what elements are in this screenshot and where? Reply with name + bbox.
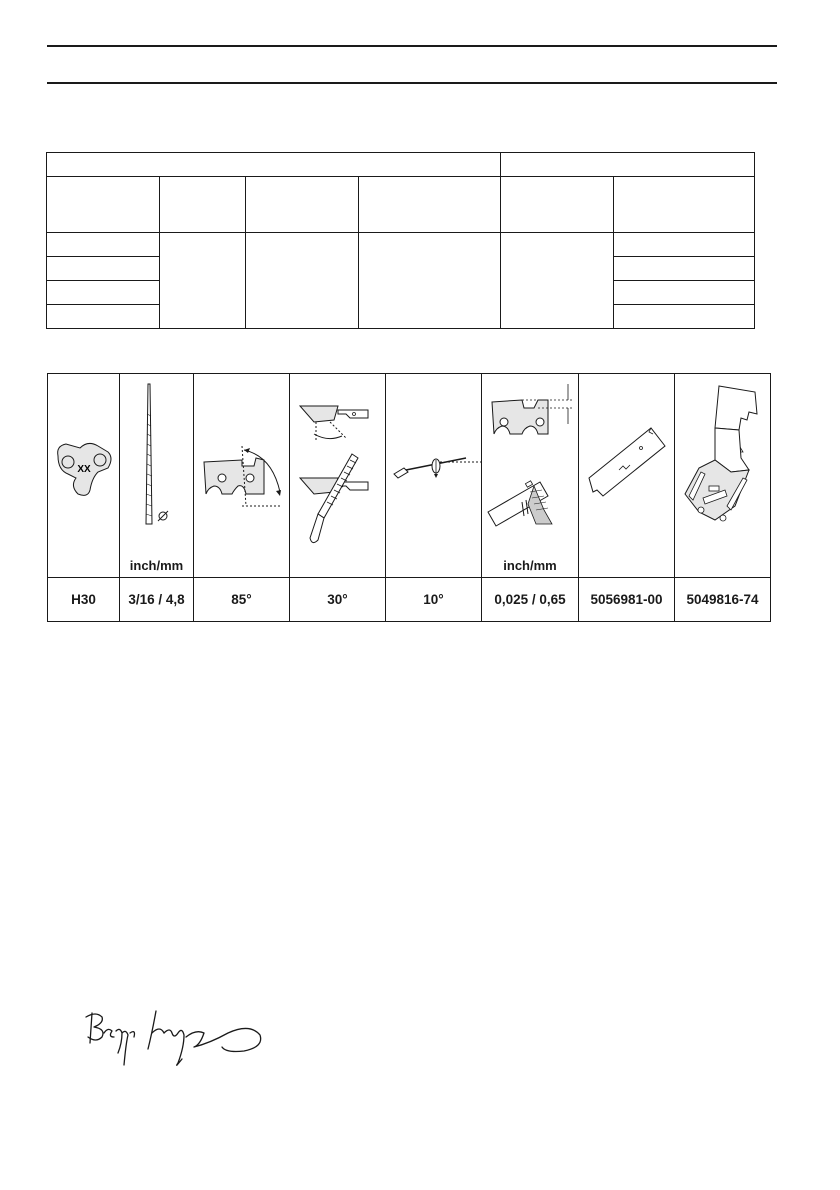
chain-marking-label: XX bbox=[77, 464, 91, 475]
grid-column-header bbox=[359, 177, 501, 233]
grid-cell bbox=[614, 233, 755, 257]
header-rule-top bbox=[47, 45, 777, 47]
grid-column-header bbox=[614, 177, 755, 233]
grid-merged-cell bbox=[160, 233, 246, 329]
depth-gauge-tool-icon bbox=[579, 374, 675, 577]
chain-marking-cell bbox=[48, 374, 120, 578]
grid-cell bbox=[614, 305, 755, 329]
handwritten-signature bbox=[78, 1003, 268, 1073]
file-gauge-part-number: 5049816-74 bbox=[675, 578, 771, 622]
top-plate-angle-icon bbox=[194, 374, 290, 577]
grid-cell bbox=[47, 281, 160, 305]
grid-merged-cell bbox=[359, 233, 501, 329]
depth-gauge-cell bbox=[482, 374, 579, 578]
round-file-icon bbox=[120, 374, 194, 554]
depth-gauge-icon bbox=[482, 374, 579, 554]
top-plate-angle-cell bbox=[194, 374, 290, 578]
grid-group-header-left bbox=[47, 153, 501, 177]
file-holder-angle-icon bbox=[386, 374, 482, 577]
header-rule-bottom bbox=[47, 82, 777, 84]
grid-column-header bbox=[47, 177, 160, 233]
filing-angle-icon bbox=[290, 374, 386, 577]
depth-gauge-value: 0,025 / 0,65 bbox=[482, 578, 579, 622]
grid-cell bbox=[614, 281, 755, 305]
depth-gauge-tool-cell bbox=[579, 374, 675, 578]
grid-merged-cell bbox=[246, 233, 359, 329]
grid-column-header bbox=[501, 177, 614, 233]
depth-gauge-unit: inch/mm bbox=[503, 558, 557, 573]
file-diameter-unit: inch/mm bbox=[129, 558, 184, 573]
depth-gauge-tool-part-number: 5056981-00 bbox=[579, 578, 675, 622]
grid-column-header bbox=[246, 177, 359, 233]
file-holder-angle-cell bbox=[386, 374, 482, 578]
grid-merged-cell bbox=[501, 233, 614, 329]
grid-column-header bbox=[160, 177, 246, 233]
grid-group-header-right bbox=[501, 153, 755, 177]
round-file-cell bbox=[120, 374, 194, 578]
filing-angle-cell bbox=[290, 374, 386, 578]
grid-cell bbox=[47, 305, 160, 329]
file-gauge-icon bbox=[675, 374, 771, 577]
top-plate-angle-value: 85° bbox=[194, 578, 290, 622]
file-gauge-cell bbox=[675, 374, 771, 578]
filing-angle-value: 30° bbox=[290, 578, 386, 622]
chain-marking-icon bbox=[48, 374, 120, 577]
grid-cell bbox=[614, 257, 755, 281]
grid-cell bbox=[47, 233, 160, 257]
sharpening-tools-table bbox=[47, 373, 771, 622]
specification-grid bbox=[46, 152, 755, 329]
file-holder-angle-value: 10° bbox=[386, 578, 482, 622]
grid-cell bbox=[47, 257, 160, 281]
file-diameter-value: 3/16 / 4,8 bbox=[120, 578, 194, 622]
chain-type-value: H30 bbox=[48, 578, 120, 622]
